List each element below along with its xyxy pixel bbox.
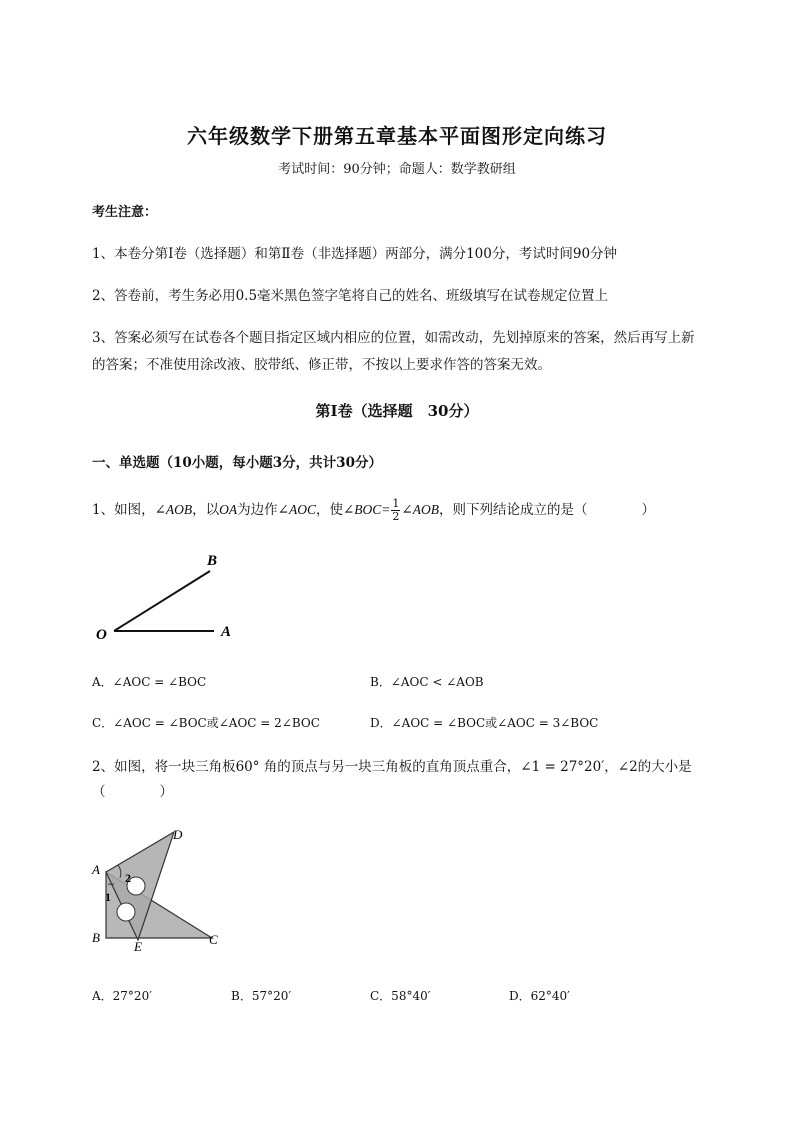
label-o: O (96, 627, 107, 643)
question-2-line-1: 2、如图，将一块三角板60° 角的顶点与另一块三角板的直角顶点重合，∠1 = 27°20′，∠2的大小是 (92, 759, 692, 775)
notice-item-3-line-1: 3、答案必须写在试卷各个题目指定区域内相应的位置，如需改动，先划掉原来的答案，然后再写上新 (92, 330, 695, 346)
exam-info: 考试时间：90分钟；命题人：数学教研组 (278, 162, 516, 177)
q1-mid3: ，使 (315, 502, 343, 518)
q1-option-a[interactable]: A．∠AOC = ∠BOC (92, 675, 207, 689)
q1-frac-num: 1 (392, 497, 400, 510)
label-c: C (209, 932, 218, 947)
label-a: A (221, 624, 232, 640)
label-b: B (92, 930, 100, 945)
q1-angle-aob: ∠AOB (154, 502, 193, 517)
set-square-hole-lower (117, 903, 135, 921)
label-e: E (134, 939, 142, 954)
q2-option-d[interactable]: D．62°40′ (509, 989, 570, 1003)
q1-angle-boc-eq: ∠BOC= (342, 502, 391, 517)
question-1 (92, 498, 655, 523)
q1-figure (90, 545, 250, 655)
ray-ob (114, 571, 210, 631)
notice-item-1: 1、本卷分第Ⅰ卷（选择题）和第Ⅱ卷（非选择题）两部分，满分100分，考试时间90分钟 (92, 246, 618, 262)
label-a: A (92, 862, 100, 877)
q2-option-a[interactable]: A．27°20′ (92, 989, 152, 1003)
q1-suffix: ，则下列结论成立的是（ ） (438, 502, 655, 518)
part-heading: 一、单选题（10小题，每小题3分，共计30分） (92, 455, 382, 471)
q1-option-c[interactable]: C．∠AOC = ∠BOC或∠AOC = 2∠BOC (92, 716, 320, 730)
q2-option-c[interactable]: C．58°40′ (370, 989, 431, 1003)
q1-mid2: 为边作 (237, 502, 278, 518)
notice-heading: 考生注意： (92, 205, 158, 220)
label-b: B (207, 553, 218, 569)
q1-oa: OA (219, 502, 238, 517)
notice-item-2: 2、答卷前，考生务必用0.5毫米黑色签字笔将自己的姓名、班级填写在试卷规定位置上 (92, 288, 609, 304)
page-title: 六年级数学下册第五章基本平面图形定向练习 (187, 124, 607, 148)
q1-fraction (391, 498, 400, 523)
section-title: 第Ⅰ卷（选择题 30分） (315, 402, 479, 420)
q1-option-d[interactable]: D．∠AOC = ∠BOC或∠AOC = 3∠BOC (370, 716, 599, 730)
q1-prefix: 1、如图， (92, 502, 155, 518)
q2-figure (88, 820, 238, 960)
label-angle-1: 1 (105, 890, 111, 904)
notice-item-3-line-2: 的答案；不准使用涂改液、胶带纸、修正带，不按以上要求作答的答案无效。 (92, 357, 551, 373)
question-2-line-2: （ ） (92, 784, 173, 800)
label-d: D (173, 827, 183, 842)
q1-option-b[interactable]: B．∠AOC < ∠AOB (370, 675, 484, 689)
label-angle-2: 2 (125, 871, 131, 885)
q1-angle-aob-2: ∠AOB (401, 502, 439, 517)
q1-frac-den: 2 (392, 510, 400, 523)
q1-mid1: ，以 (192, 502, 220, 518)
q2-option-b[interactable]: B．57°20′ (231, 989, 292, 1003)
q1-angle-aoc: ∠AOC (277, 502, 316, 517)
